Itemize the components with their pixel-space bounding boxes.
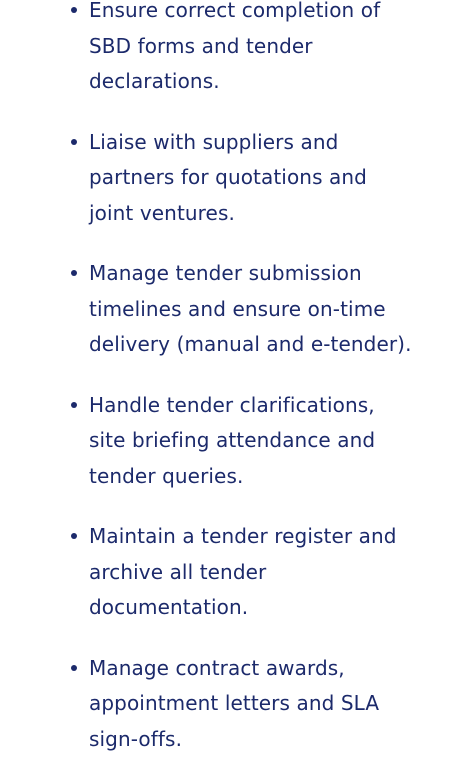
list-item-text: Ensure correct completion of: [89, 0, 381, 22]
list-item-text: appointment letters and SLA: [89, 691, 380, 715]
list-item: [0, 0, 460, 100]
list-item: [0, 519, 460, 626]
list-item-text: joint ventures.: [89, 200, 235, 225]
bullet-icon: [71, 402, 77, 408]
list-item-text: Liaise with suppliers and: [89, 129, 339, 154]
list-item-text: declarations.: [89, 69, 220, 93]
list-item-text: delivery (manual and e-tender).: [89, 332, 412, 356]
bullet-icon: [71, 533, 77, 539]
list-item-text: Manage contract awards,: [89, 655, 345, 680]
bullet-icon: [71, 139, 77, 145]
list-item-text: sign-offs.: [89, 726, 183, 751]
list-item-text: Maintain a tender register and: [89, 524, 397, 548]
list-item-text: archive all tender: [89, 559, 267, 584]
list-item-text: site briefing attendance and: [89, 428, 376, 452]
list-item-text: timelines and ensure on-time: [89, 296, 386, 321]
list-item: [0, 651, 460, 758]
list-item-text: SBD forms and tender: [89, 33, 313, 58]
bullet-icon: [71, 665, 77, 671]
bullet-icon: [71, 270, 77, 276]
list-item-text: Handle tender clarifications,: [89, 392, 375, 417]
list-item-text: tender queries.: [89, 463, 244, 488]
list-item: [0, 388, 460, 495]
list-item-text: partners for quotations and: [89, 165, 367, 189]
list-item: [0, 256, 460, 363]
list-item: [0, 125, 460, 232]
list-item-text: documentation.: [89, 595, 249, 619]
bullet-icon: [71, 7, 77, 13]
list-item-text: Manage tender submission: [89, 261, 362, 285]
